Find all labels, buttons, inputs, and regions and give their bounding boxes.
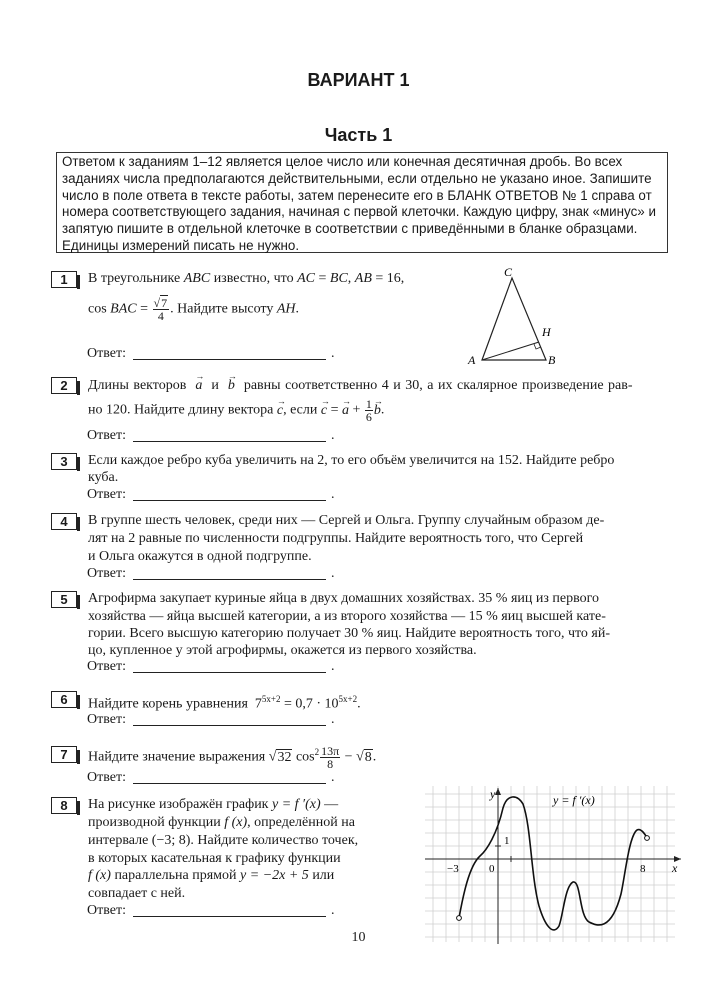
y-axis-arrow — [495, 788, 501, 795]
open-endpoint-left — [457, 916, 462, 921]
open-endpoint-right — [645, 836, 650, 841]
task-8-line-3: интервале (−3; 8). Найдите количество точек, — [88, 833, 359, 848]
task-8-line-4: в которых касательная к графику функции — [88, 851, 341, 866]
task-1-answer-field[interactable] — [133, 359, 326, 360]
task-4-line-2: лят на 2 равные по численности подгруппы. Найдите вероятность того, что Сергей — [88, 531, 584, 546]
y-axis-label: y — [490, 787, 496, 801]
task-2-line-2: но 120. Найдите длину вектора → c, если → c = → a + $\frac{1}{6}$ → b. — [88, 398, 384, 423]
task-4-number: 4 — [51, 513, 77, 530]
tick-label-minus-3: −3 — [447, 863, 459, 875]
task-4-answer-dot: . — [331, 566, 335, 581]
task-8-answer-field[interactable] — [133, 916, 326, 917]
task-5-line-3: гории. Всего высшую категорию получает 30 % яиц. Найдите вероятность того, что яй- — [88, 626, 611, 641]
triangle-abc — [482, 278, 546, 360]
task-1-number: 1 — [51, 271, 77, 288]
curve-label: y = f ′(x) — [553, 793, 595, 807]
task-5-line-1: Агрофирма закупает куриные яйца в двух домашних хозяйствах. 35 % яиц из первого — [88, 591, 599, 606]
task-5-number: 5 — [51, 591, 77, 608]
task-8-line-5: f (x) параллельна прямой y = −2x + 5 или — [88, 868, 335, 883]
task-8-line-1: На рисунке изображён график y = f ′(x) — — [88, 797, 339, 812]
height-ah — [482, 342, 539, 360]
task-1-answer-dot: . — [331, 346, 335, 361]
task-3-answer-field[interactable] — [133, 500, 326, 501]
derivative-curve — [459, 797, 647, 930]
instructions-box: Ответом к заданиям 1–12 является целое число или конечная десятичная дробь. Во всех заданиях числа предполагаются действительными, если отдельно не указано иное. Запишите число в поле ответа в тексте работы, затем перенесите его в БЛАНК ОТВЕТОВ № 1 справа от номера соответствующего задания, начиная с первой клеточки. Каждую цифру, знак «минус» и запятую пишите в отдельной клеточке в соответствии с приведёнными в бланке образцами. Единицы измерений писать не нужно. — [56, 152, 668, 253]
vertex-b-label: B — [548, 353, 556, 367]
task-6-answer-label: Ответ: — [87, 712, 126, 727]
task-2-line-1: Длины векторов → a и → b равны соответственно 4 и 30, а их скалярное произведение рав- — [88, 377, 673, 395]
task-6-answer-dot: . — [331, 712, 335, 727]
task-3-answer-label: Ответ: — [87, 487, 126, 502]
variant-title: ВАРИАНТ 1 — [307, 70, 410, 90]
task-3-line-2: куба. — [88, 470, 119, 485]
task-5-answer-dot: . — [331, 659, 335, 674]
task-4-line-1: В группе шесть человек, среди них — Сергей и Ольга. Группу случайным образом де- — [88, 513, 605, 528]
task-7-answer-label: Ответ: — [87, 770, 126, 785]
task-8-line-6: совпадает с ней. — [88, 886, 186, 901]
task-7-line-1: Найдите значение выражения √32 $\cos^2$ $\frac{13\pi}{8}$ − √8. — [88, 743, 377, 771]
vertex-c-label: C — [504, 265, 513, 279]
tick-label-8: 8 — [640, 863, 646, 875]
task-8-line-2: производной функции f (x), определённой на — [88, 815, 355, 830]
task-1-fraction: $\frac{√7}{4}$ — [153, 296, 168, 323]
triangle-figure — [460, 262, 570, 372]
task-2-number: 2 — [51, 377, 77, 394]
task-2-answer-label: Ответ: — [87, 428, 126, 443]
task-7-answer-field[interactable] — [133, 783, 326, 784]
task-4-answer-label: Ответ: — [87, 566, 126, 581]
task-3-number: 3 — [51, 453, 77, 470]
task-5-answer-field[interactable] — [133, 672, 326, 673]
task-1-line-2: cos BAC = $\frac{√7}{4}$ . Найдите высоту AH. — [88, 296, 300, 323]
page-number: 10 — [351, 930, 366, 945]
task-4-answer-field[interactable] — [133, 579, 326, 580]
point-h-label: H — [542, 325, 551, 339]
part-title: Часть 1 — [324, 125, 393, 145]
tick-label-1: 1 — [504, 835, 510, 847]
tick-label-0: 0 — [489, 863, 495, 875]
task-6-answer-field[interactable] — [133, 725, 326, 726]
vertex-a-label: A — [468, 353, 476, 367]
task-6-number: 6 — [51, 691, 77, 708]
derivative-graph — [425, 786, 687, 944]
task-2-answer-dot: . — [331, 428, 335, 443]
x-axis-label: x — [672, 861, 678, 875]
task-6-line-1: Найдите корень уравнения $7^{5x+2} = 0,7 \cdot 10^{5x+2}$. — [88, 694, 361, 712]
task-5-answer-label: Ответ: — [87, 659, 126, 674]
task-8-number: 8 — [51, 797, 77, 814]
task-2-answer-field[interactable] — [133, 441, 326, 442]
graph-grid — [425, 786, 675, 942]
task-5-line-4: цо, купленное у этой агрофирмы, окажется из первого хозяйства. — [88, 643, 477, 658]
task-8-answer-dot: . — [331, 903, 335, 918]
task-8-answer-label: Ответ: — [87, 903, 126, 918]
task-7-number: 7 — [51, 746, 77, 763]
task-4-line-3: и Ольга окажутся в одной подгруппе. — [88, 549, 312, 564]
task-3-answer-dot: . — [331, 487, 335, 502]
task-5-line-2: хозяйства — яйца высшей категории, а из второго хозяйства — 15 % яиц высшей кате- — [88, 609, 606, 624]
task-1-answer-label: Ответ: — [87, 346, 126, 361]
task-1-line-1: В треугольнике ABC известно, что AC = BC, AB = 16, — [88, 271, 405, 286]
task-3-line-1: Если каждое ребро куба увеличить на 2, то его объём увеличится на 152. Найдите ребро — [88, 453, 615, 468]
task-7-answer-dot: . — [331, 770, 335, 785]
